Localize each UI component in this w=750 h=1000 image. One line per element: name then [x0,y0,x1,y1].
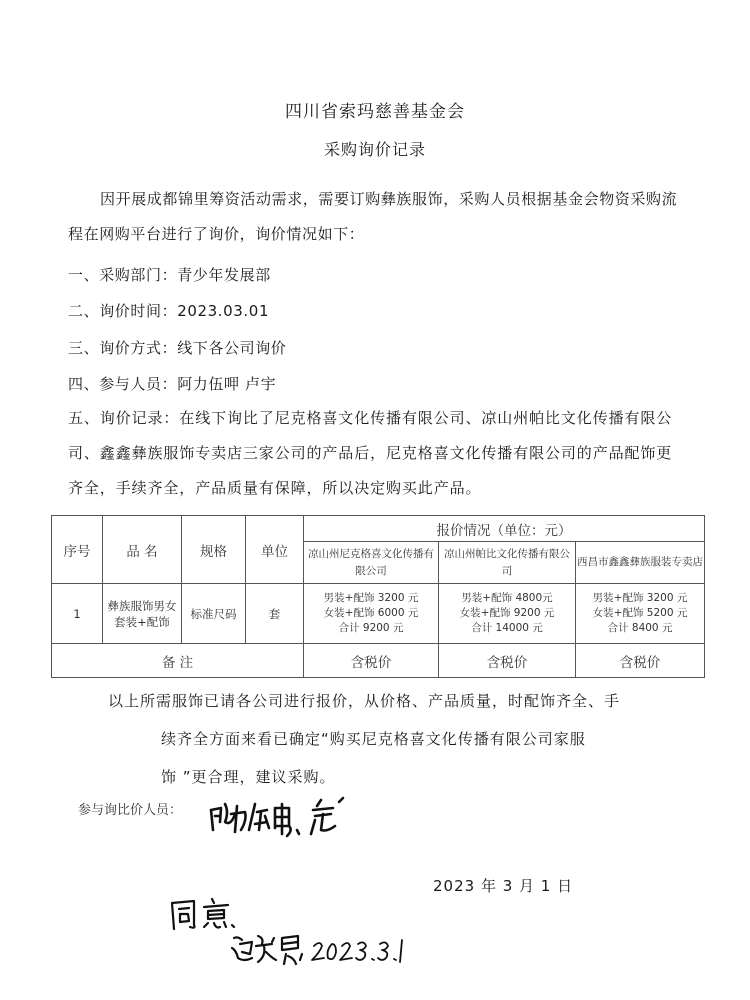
approver-signature [228,928,408,970]
conclusion-line-3: 饰 ”更合理，建议采购。 [161,768,336,786]
participants-signature [205,790,355,850]
row-seq: 1 [52,584,103,644]
supplier-1-price [304,584,439,644]
supplier-1-name: 凉山州尼克格喜文化传播有限公司 [304,542,439,584]
header-spec: 规格 [182,516,246,584]
conclusion-line-2: 续齐全方面来看已确定“购买尼克格喜文化传播有限公司家服 [161,730,586,748]
supplier-2-female: 女装+配饰 9200 元 [459,607,555,619]
row-product-name: 彝族服饰男女套装+配饰 [103,584,182,644]
supplier-1-male: 男装+配饰 3200 元 [323,592,419,604]
supplier-2-price [439,584,576,644]
conclusion-line-1: 以上所需服饰已请各公司进行报价，从价格、产品质量，时配饰齐全、手 [108,692,621,710]
item-people: 四、参与人员：阿力伍呷 卢宇 [68,375,277,393]
supplier-3-total: 合计 8400 元 [607,622,673,634]
supplier-1-total: 合计 9200 元 [338,622,404,634]
supplier-2-total: 合计 14000 元 [471,622,543,634]
item-method: 三、询价方式：线下各公司询价 [68,339,287,357]
supplier-2-tax-note: 含税价 [439,644,576,678]
header-quote: 报价情况（单位：元） [304,516,705,542]
supplier-3-male: 男装+配饰 3200 元 [592,592,688,604]
remark-label: 备 注 [52,644,304,678]
row-spec: 标准尺码 [182,584,246,644]
supplier-3-price [576,584,705,644]
supplier-2-name: 凉山州帕比文化传播有限公司 [439,542,576,584]
participants-label: 参与询比价人员： [78,803,183,818]
item-time: 二、询价时间：2023.03.01 [68,302,270,320]
supplier-1-female: 女装+配饰 6000 元 [323,607,419,619]
header-name: 品 名 [103,516,182,584]
item-dept: 一、采购部门：青少年发展部 [68,266,271,284]
supplier-3-tax-note: 含税价 [576,644,705,678]
organization-title: 四川省索玛慈善基金会 [285,102,465,122]
item-record: 五、询价记录：在线下询比了尼克格喜文化传播有限公司、凉山州帕比文化传播有限公司、鑫鑫彝族服饰专卖店三家公司的产品后，尼克格喜文化传播有限公司的产品配饰更齐全，手续齐全，产品质量有保障，所以决定购买此产品。 [68,409,673,497]
document-date: 2023 年 3 月 1 日 [433,877,574,895]
row-unit: 套 [246,584,304,644]
header-unit: 单位 [246,516,304,584]
supplier-3-female: 女装+配饰 5200 元 [592,607,688,619]
intro-paragraph: 因开展成都锦里筹资活动需求，需要订购彝族服饰，采购人员根据基金会物资采购流程在网购平台进行了询价，询价情况如下： [68,190,678,243]
supplier-2-male: 男装+配饰 4800元 [461,592,553,604]
supplier-1-tax-note: 含税价 [304,644,439,678]
header-seq: 序号 [52,516,103,584]
document-title: 采购询价记录 [323,140,426,159]
supplier-3-name: 西昌市鑫鑫彝族服装专卖店 [576,542,705,584]
quote-table [51,515,705,678]
